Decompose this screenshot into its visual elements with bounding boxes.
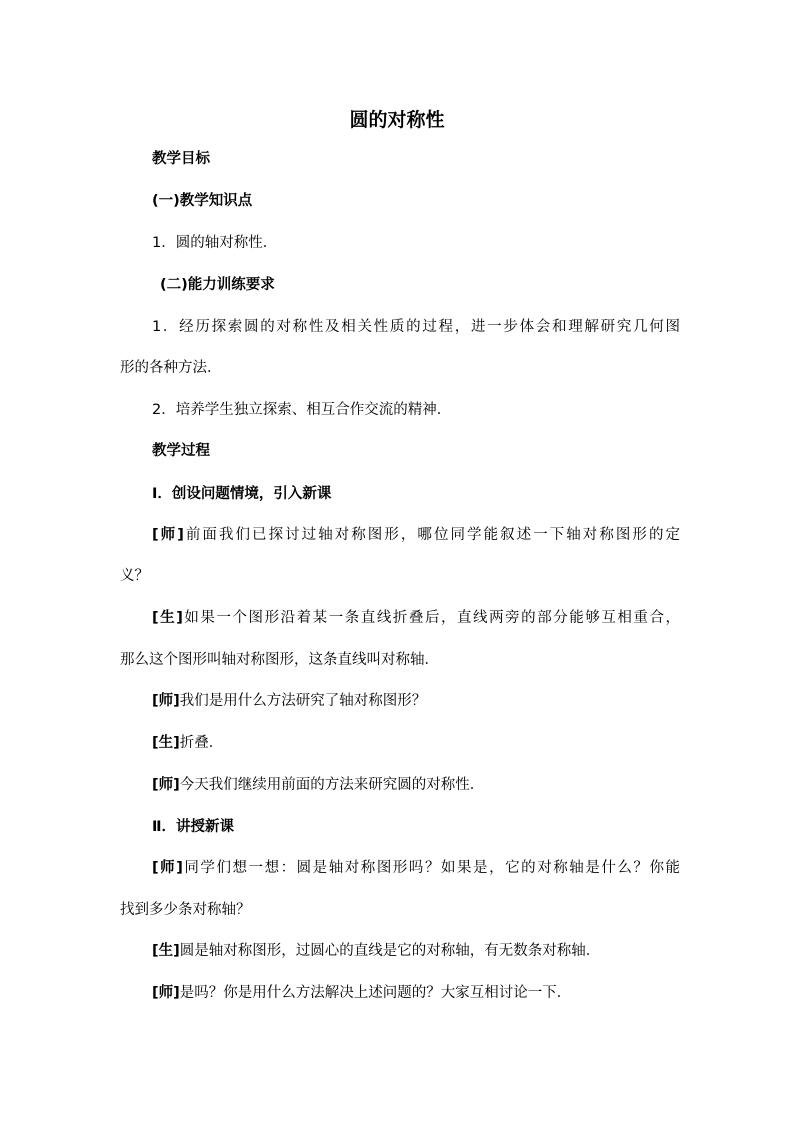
speaker-teacher-label: [师] <box>152 860 183 876</box>
paragraph-ability-1-line-2: 形的各种方法． <box>120 360 222 376</box>
dialogue-text: 如果一个图形沿着某一条直线折叠后，直线两旁的部分能够互相重合， <box>182 610 681 626</box>
dialogue-teacher-4-line-1 <box>152 858 680 878</box>
dialogue-teacher-2 <box>152 691 680 711</box>
heading-ability-requirements: (二)能力训练要求 <box>160 277 275 293</box>
dialogue-text: 前面我们已探讨过轴对称图形，哪位同学能叙述一下轴对称图形的定 <box>183 527 680 543</box>
document-title: 圆的对称性 <box>349 109 445 131</box>
paragraph-ability-1-line-1: 1．经历探索圆的对称性及相关性质的过程，进一步体会和理解研究几何图 <box>152 319 680 335</box>
dialogue-text: 我们是用什么方法研究了轴对称图形？ <box>179 693 427 709</box>
heading-teaching-process: 教学过程 <box>152 443 210 459</box>
dialogue-teacher-3 <box>152 775 680 795</box>
dialogue-text: 今天我们继续用前面的方法来研究圆的对称性． <box>179 777 485 793</box>
speaker-teacher-label: [师] <box>152 527 184 543</box>
dialogue-text: 是吗？你是用什么方法解决上述问题的？大家互相讨论一下． <box>179 985 572 1001</box>
dialogue-student-1-line-1 <box>152 608 680 628</box>
dialogue-teacher-1-line-2: 义？ <box>120 568 149 584</box>
heading-section-1: Ⅰ．创设问题情境，引入新课 <box>152 486 332 502</box>
dialogue-teacher-5 <box>152 983 680 1003</box>
heading-knowledge-points: (一)教学知识点 <box>152 193 253 209</box>
dialogue-teacher-1-line-1 <box>152 525 680 545</box>
paragraph-knowledge-1: 1．圆的轴对称性． <box>152 235 278 251</box>
heading-section-2: Ⅱ．讲授新课 <box>152 819 235 835</box>
dialogue-text: 折叠． <box>179 735 224 751</box>
speaker-student-label: [生] <box>152 735 180 751</box>
dialogue-student-2 <box>152 733 680 753</box>
paragraph-ability-2: 2．培养学生独立探索、相互合作交流的精神． <box>152 402 452 418</box>
speaker-teacher-label: [师] <box>152 777 180 793</box>
speaker-student-label: [生] <box>152 943 180 959</box>
heading-teaching-goals: 教学目标 <box>152 151 210 167</box>
speaker-student-label: [生] <box>152 610 183 626</box>
dialogue-student-3 <box>152 941 680 961</box>
speaker-teacher-label: [师] <box>152 693 180 709</box>
speaker-teacher-label: [师] <box>152 985 180 1001</box>
dialogue-teacher-4-line-2: 找到多少条对称轴？ <box>120 902 251 918</box>
dialogue-text: 同学们想一想：圆是轴对称图形吗？如果是，它的对称轴是什么？你能 <box>182 860 681 876</box>
dialogue-student-1-line-2: 那么这个图形叫轴对称图形，这条直线叫对称轴． <box>120 652 439 668</box>
dialogue-text: 圆是轴对称图形，过圆心的直线是它的对称轴，有无数条对称轴． <box>179 943 601 959</box>
